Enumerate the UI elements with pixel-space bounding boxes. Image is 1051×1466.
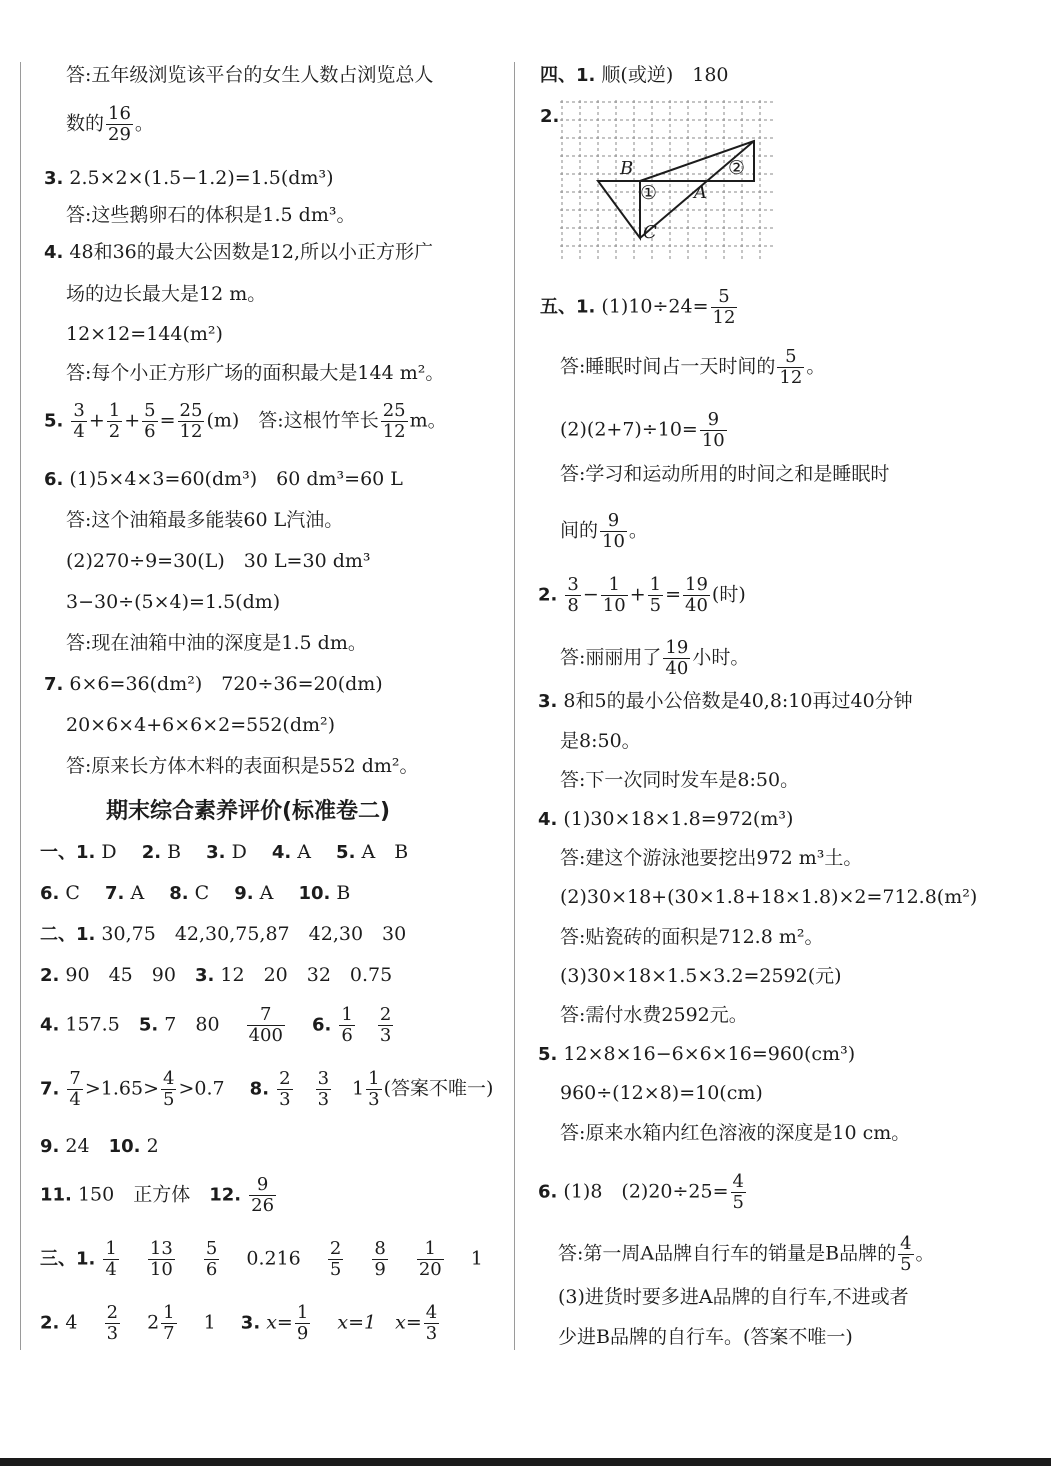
answer-line: 答:这个油箱最多能装60 L汽油。 bbox=[66, 509, 344, 531]
fraction: $\frac{4}{3}$ bbox=[425, 1302, 438, 1344]
fraction: $\frac{5}{12}$ bbox=[779, 346, 803, 388]
question-7: 7. 6×6=36(dm²) 720÷36=20(dm) bbox=[44, 673, 383, 695]
answer-line: 答:原来长方体木料的表面积是552 dm²。 bbox=[66, 755, 419, 777]
answer-line: 少进B品牌的自行车。(答案不唯一) bbox=[558, 1326, 853, 1348]
question-2: 2. $\frac{3}{8}$ − $\frac{1}{10}$ + $\frac{1}{5}$ = $\frac{19}{40}$ (时) bbox=[538, 574, 746, 616]
fraction: $\frac{19}{40}$ bbox=[665, 637, 689, 679]
section-5-q1: 五、1. (1)10÷24= $\frac{5}{12}$ bbox=[540, 286, 736, 328]
grid-diagram bbox=[560, 100, 776, 260]
question-3: 3. 8和5的最小公倍数是40,8:10再过40分钟 bbox=[538, 690, 913, 712]
fraction: $\frac{3}{3}$ bbox=[317, 1068, 330, 1110]
section-3-row-1: 三、1. $\frac{1}{4}$ $\frac{13}{10}$ $\frac{5}{6}$ 0.216 $\frac{2}{5}$ $\frac{8}{9}$ $\frac{1}{20}$ 1 bbox=[40, 1238, 483, 1280]
fraction: $\frac{1}{9}$ bbox=[296, 1302, 309, 1344]
question-6: 6. (1)8 (2)20÷25= $\frac{4}{5}$ bbox=[538, 1171, 744, 1213]
fraction: $\frac{2}{3}$ bbox=[279, 1068, 291, 1110]
fraction: $\frac{7}{400}$ bbox=[248, 1004, 283, 1046]
section-2-row-4: 7. $\frac{7}{4}$ >1.65> $\frac{4}{5}$ >0.7 8. $\frac{2}{3}$ $\frac{3}{3}$ 1 $\frac{1}{3}$ (答案不唯一) bbox=[40, 1068, 494, 1110]
fraction: $\frac{1}{10}$ bbox=[602, 574, 626, 616]
fraction: $\frac{5}{12}$ bbox=[712, 286, 736, 328]
fraction: $\frac{2}{5}$ bbox=[329, 1238, 342, 1280]
fraction: $\frac{1}{5}$ bbox=[649, 574, 662, 616]
fraction: $\frac{3}{8}$ bbox=[567, 574, 579, 616]
answer-line: 场的边长最大是12 m。 bbox=[66, 283, 267, 305]
fraction: $\frac{1}{4}$ bbox=[105, 1238, 117, 1280]
fraction: $\frac{9}{10}$ bbox=[701, 409, 725, 451]
section-1-row-2: 6. C 7. A 8. C 9. A 10. B bbox=[40, 882, 351, 904]
fraction: $\frac{3}{4}$ bbox=[73, 400, 85, 442]
fraction: $\frac{19}{40}$ bbox=[685, 574, 708, 616]
calc-line: 3−30÷(5×4)=1.5(dm) bbox=[66, 591, 281, 613]
question-6: 6. (1)5×4×3=60(dm³) 60 dm³=60 L bbox=[44, 468, 403, 490]
question-3: 3. 2.5×2×(1.5−1.2)=1.5(dm³) bbox=[44, 167, 334, 189]
question-5: 5. $\frac{3}{4}$ + $\frac{1}{2}$ + $\frac{5}{6}$ = $\frac{25}{12}$ (m) 答:这根竹竿长 $\frac{25}{12}$ m。 bbox=[44, 400, 447, 442]
answer-line: 答:这些鹅卵石的体积是1.5 dm³。 bbox=[66, 204, 356, 226]
section-4-q1: 四、1. 顺(或逆) 180 bbox=[540, 64, 729, 86]
answer-line: 数的 $\frac{16}{29}$ 。 bbox=[66, 103, 154, 145]
fraction: $\frac{13}{10}$ bbox=[149, 1238, 173, 1280]
answer-line: 答:建这个游泳池要挖出972 m³土。 bbox=[560, 847, 863, 869]
fraction: $\frac{4}{5}$ bbox=[163, 1068, 175, 1110]
answer-line: 答:睡眠时间占一天时间的 $\frac{5}{12}$ 。 bbox=[560, 346, 826, 388]
fraction: $\frac{16}{29}$ bbox=[108, 103, 131, 145]
section-2-row-2: 2. 90 45 90 3. 12 20 32 0.75 bbox=[40, 964, 393, 986]
calc-line: 960÷(12×8)=10(cm) bbox=[560, 1082, 763, 1104]
fraction: $\frac{4}{5}$ bbox=[732, 1171, 744, 1213]
left-margin-rule bbox=[20, 62, 21, 1350]
fraction: $\frac{1}{7}$ bbox=[163, 1302, 175, 1344]
section-title: 期末综合素养评价(标准卷二) bbox=[106, 799, 391, 824]
column-divider bbox=[514, 62, 515, 1350]
answer-line: 答:丽丽用了 $\frac{19}{40}$ 小时。 bbox=[560, 637, 750, 679]
fraction: $\frac{9}{26}$ bbox=[251, 1174, 275, 1216]
fraction: $\frac{25}{12}$ bbox=[382, 400, 406, 442]
fraction: $\frac{25}{12}$ bbox=[179, 400, 203, 442]
answer-line: 答:需付水费2592元。 bbox=[560, 1004, 748, 1026]
calc-line: 12×12=144(m²) bbox=[66, 323, 223, 345]
answer-line: 答:原来水箱内红色溶液的深度是10 cm。 bbox=[560, 1122, 911, 1144]
fraction: $\frac{9}{10}$ bbox=[602, 510, 625, 552]
fraction: $\frac{4}{5}$ bbox=[900, 1233, 912, 1275]
answer-line: 是8:50。 bbox=[560, 730, 641, 752]
rotation-figure bbox=[560, 100, 776, 264]
page-bottom-bar bbox=[0, 1458, 1051, 1466]
answer-line: 答:五年级浏览该平台的女生人数占浏览总人 bbox=[66, 64, 434, 86]
fraction: $\frac{2}{3}$ bbox=[379, 1004, 392, 1046]
section-1-row-1: 一、1. D 2. B 3. D 4. A 5. A B bbox=[40, 841, 409, 863]
fraction: $\frac{1}{6}$ bbox=[341, 1004, 353, 1046]
calc-line: (2)270÷9=30(L) 30 L=30 dm³ bbox=[66, 550, 371, 572]
fraction: $\frac{5}{6}$ bbox=[144, 400, 156, 442]
fraction: $\frac{8}{9}$ bbox=[374, 1238, 386, 1280]
fraction: $\frac{2}{3}$ bbox=[106, 1302, 119, 1344]
answer-line: 间的 $\frac{9}{10}$ 。 bbox=[560, 510, 648, 552]
fraction: $\frac{1}{20}$ bbox=[418, 1238, 442, 1280]
label-b: B bbox=[620, 158, 634, 179]
section-2-row-1: 二、1. 30,75 42,30,75,87 42,30 30 bbox=[40, 923, 407, 945]
fraction: $\frac{1}{2}$ bbox=[108, 400, 121, 442]
answer-line: 答:每个小正方形广场的面积最大是144 m²。 bbox=[66, 362, 445, 384]
label-a: A bbox=[694, 182, 707, 203]
fraction: $\frac{7}{4}$ bbox=[69, 1068, 81, 1110]
answer-line: 答:学习和运动所用的时间之和是睡眠时 bbox=[560, 463, 890, 485]
fraction: $\frac{1}{3}$ bbox=[368, 1068, 380, 1110]
question-4: 4. 48和36的最大公因数是12,所以小正方形广 bbox=[44, 241, 433, 263]
section-2-row-6: 11. 150 正方体 12. $\frac{9}{26}$ bbox=[40, 1174, 275, 1216]
question-5: 5. 12×8×16−6×6×16=960(cm³) bbox=[538, 1043, 856, 1065]
section-3-row-2: 2. 4 $\frac{2}{3}$ 2 $\frac{1}{7}$ 1 3. x= $\frac{1}{9}$ x=1 x= $\frac{4}{3}$ bbox=[40, 1302, 438, 1344]
section-2-row-3: 4. 157.5 5. 7 80 $\frac{7}{400}$ 6. $\frac{1}{6}$ $\frac{2}{3}$ bbox=[40, 1004, 392, 1046]
question-4: 4. (1)30×18×1.8=972(m³) bbox=[538, 808, 794, 830]
section-4-q2-label: 2. bbox=[540, 106, 560, 127]
label-2: ② bbox=[728, 157, 746, 179]
answer-line: 答:第一周A品牌自行车的销量是B品牌的 $\frac{4}{5}$ 。 bbox=[558, 1233, 935, 1275]
answer-line: 答:贴瓷砖的面积是712.8 m²。 bbox=[560, 926, 824, 948]
answer-line: 答:下一次同时发车是8:50。 bbox=[560, 769, 800, 791]
calc-line: (2)30×18+(30×1.8+18×1.8)×2=712.8(m²) bbox=[560, 886, 978, 908]
label-c: C bbox=[643, 222, 657, 243]
answer-line: 答:现在油箱中油的深度是1.5 dm。 bbox=[66, 632, 367, 654]
label-1: ① bbox=[640, 182, 658, 204]
calc-line: (2)(2+7)÷10= $\frac{9}{10}$ bbox=[560, 409, 725, 451]
section-2-row-5: 9. 24 10. 2 bbox=[40, 1135, 159, 1157]
fraction: $\frac{5}{6}$ bbox=[205, 1238, 218, 1280]
calc-line: 20×6×4+6×6×2=552(dm²) bbox=[66, 714, 336, 736]
calc-line: (3)30×18×1.5×3.2=2592(元) bbox=[560, 965, 842, 987]
answer-line: (3)进货时要多进A品牌的自行车,不进或者 bbox=[558, 1286, 909, 1308]
